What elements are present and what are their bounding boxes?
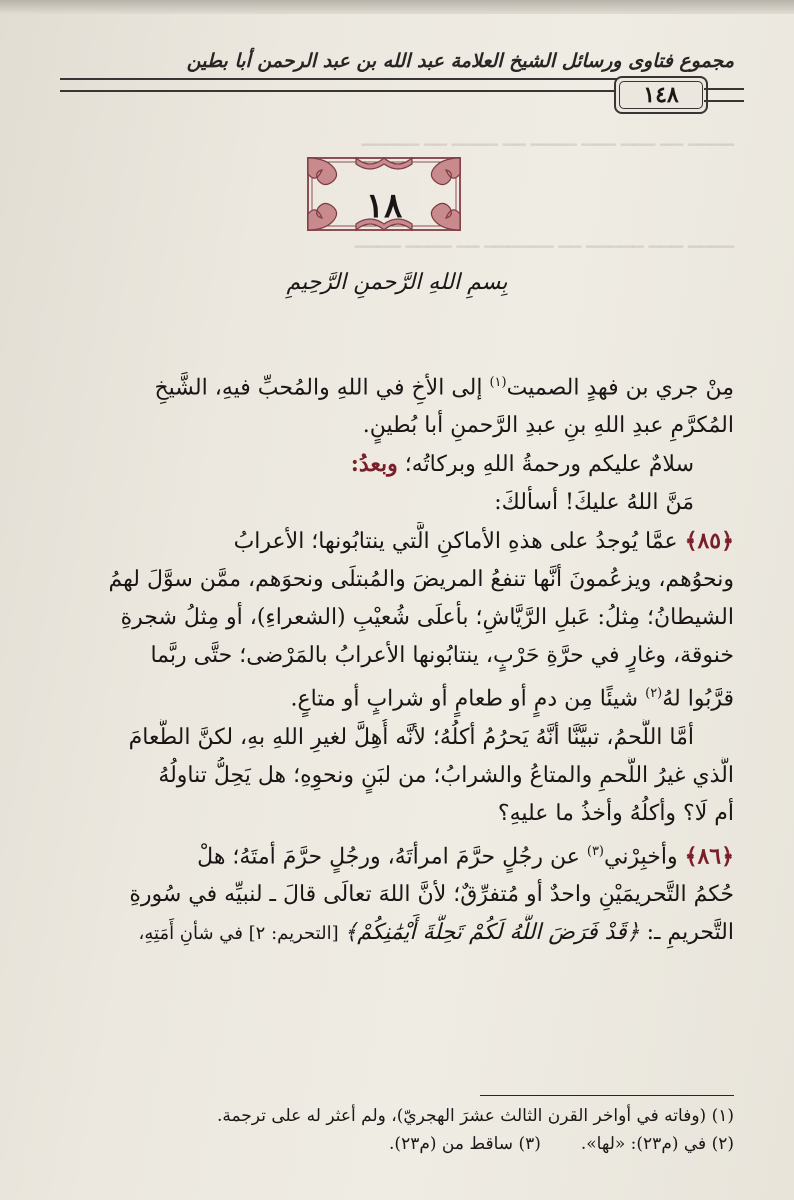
bleed-through-text: ▁▁▁▁ ▁▁ ▁▁▁ ▁▁▁ ▁▁▁▁ ▁▁ ▁▁▁▁ ▁▁ ▁▁▁▁▁	[361, 128, 734, 146]
text-line: الَّذي غيرُ اللَّحمِ والمتاعُ والشرابُ؛ من لبَنٍ ونحوِهِ؛ هل يَحِلُّ تناولُهُ	[158, 762, 734, 788]
page-number: ١٤٨	[643, 82, 679, 108]
text-line: قرَّبُوا لهُ$^{(٢)}$ شيئًا مِن دمٍ أو طعامٍ أو شرابٍ أو متاعٍ.	[290, 686, 734, 712]
quran-quote: ﴿قَدْ فَرَضَ اللَّهُ لَكُمْ تَحِلَّةَ أَيْمَٰنِكُمْ﴾	[344, 919, 640, 945]
text-line: المُكرَّمِ عبدِ اللهِ بنِ عبدِ الرَّحمنِ أبا بُطينٍ.	[362, 413, 734, 439]
text-line: مِنْ جري بن فهدٍ الصميت$^{(١)}$ إلى الأخِ في اللهِ والمُحبِّ فيهِ، الشَّيخِ	[154, 375, 734, 401]
running-header-title: مجموع فتاوى ورسائل الشيخ العلامة عبد الله بن عبد الرحمن أبا بطين	[186, 50, 734, 72]
header-rule-right	[704, 88, 744, 102]
bleed-through-text: ▁▁▁▁ ▁▁▁ ▁▁▁▁▁ ▁▁ ▁▁▁▁▁▁ ▁▁ ▁▁▁▁ ▁▁▁▁	[354, 230, 734, 248]
footnote-3: (٣) ساقط من (م٢٣).	[389, 1134, 541, 1154]
text-line: الشيطانُ؛ مِثلُ: عَبلِ الرَّيَّاشِ؛ بأعلَى شُعيْبِ (الشعراءِ)، أو مِثلُ شجرةِ	[120, 605, 734, 631]
page-number-frame	[614, 76, 708, 114]
text-line: حُكمُ التَّحريمَيْنِ واحدٌ أو مُتفرِّقٌ؛ لأنَّ اللهَ تعالَى قالَ ـ لنبيِّه في سُورةِ	[129, 881, 734, 907]
footnotes	[60, 1102, 734, 1158]
question-marker-85: ﴿٨٥﴾	[684, 528, 734, 555]
footnote-2-3	[60, 1130, 734, 1158]
basmala-heading: بِسمِ اللهِ الرَّحمنِ الرَّحِيمِ	[286, 270, 508, 295]
text-line: أمَّا اللَّحمُ، تبيَّنَّا أنَّهُ يَحرُمُ أكلُهُ؛ لأنَّه أُهِلَّ لغيرِ اللهِ بهِ، لكنَّ الطَّعامَ	[128, 724, 694, 750]
wa-bad-heading: وبعدُ:	[350, 451, 398, 478]
question-86-line: ﴿٨٦﴾ وأخبِرْني$^{(٣)}$ عن رجُلٍ حرَّمَ امرأتَهُ، ورجُلٍ حرَّمَ أمتَهُ؛ هلْ	[197, 842, 734, 869]
text-line: خنوقة، وغارٍ في حرَّةِ حَرْبٍ، ينتابُونها الأعرابُ بالمَرْضى؛ حتَّى ربَّما	[150, 643, 734, 669]
text-line: ونحوُهم، ويزعُمونَ أنَّها تنفعُ المريضَ والمُبتلَى ونحوَهم، ممَّن سوَّلَ لهمُ	[108, 567, 734, 593]
question-85-line: ﴿٨٥﴾ عمَّا يُوجدُ على هذهِ الأماكنِ الَّتي ينتابُونها؛ الأعرابُ	[233, 528, 734, 555]
footnote-separator	[480, 1095, 734, 1096]
footnote-2: (٢) في (م٢٣): «لها».	[580, 1134, 734, 1154]
section-number: ١٨	[365, 186, 403, 226]
page-top-shadow	[0, 0, 794, 14]
question-marker-86: ﴿٨٦﴾	[684, 842, 734, 869]
header-rule	[60, 78, 620, 92]
letter-body	[60, 364, 734, 953]
text-line: سلامٌ عليكم ورحمةُ اللهِ وبركاتُه؛ وبعدُ:	[350, 451, 694, 478]
text-line: التَّحريمِ ـ: ﴿قَدْ فَرَضَ اللَّهُ لَكُمْ تَحِلَّةَ أَيْمَٰنِكُمْ﴾ [التحريم: ٢] في شأنِ أَمَتِهِ،	[138, 919, 734, 945]
text-line: مَنَّ اللهُ عليكَ! أسألكَ:	[494, 490, 694, 516]
text-line: أم لَا؟ وأكلُهُ وأخذُ ما عليهِ؟	[497, 800, 734, 826]
footnote-1: (١) (وفاته في أواخر القرن الثالث عشرَ الهجريّ)، ولم أعثر له على ترجمة.	[216, 1106, 734, 1126]
